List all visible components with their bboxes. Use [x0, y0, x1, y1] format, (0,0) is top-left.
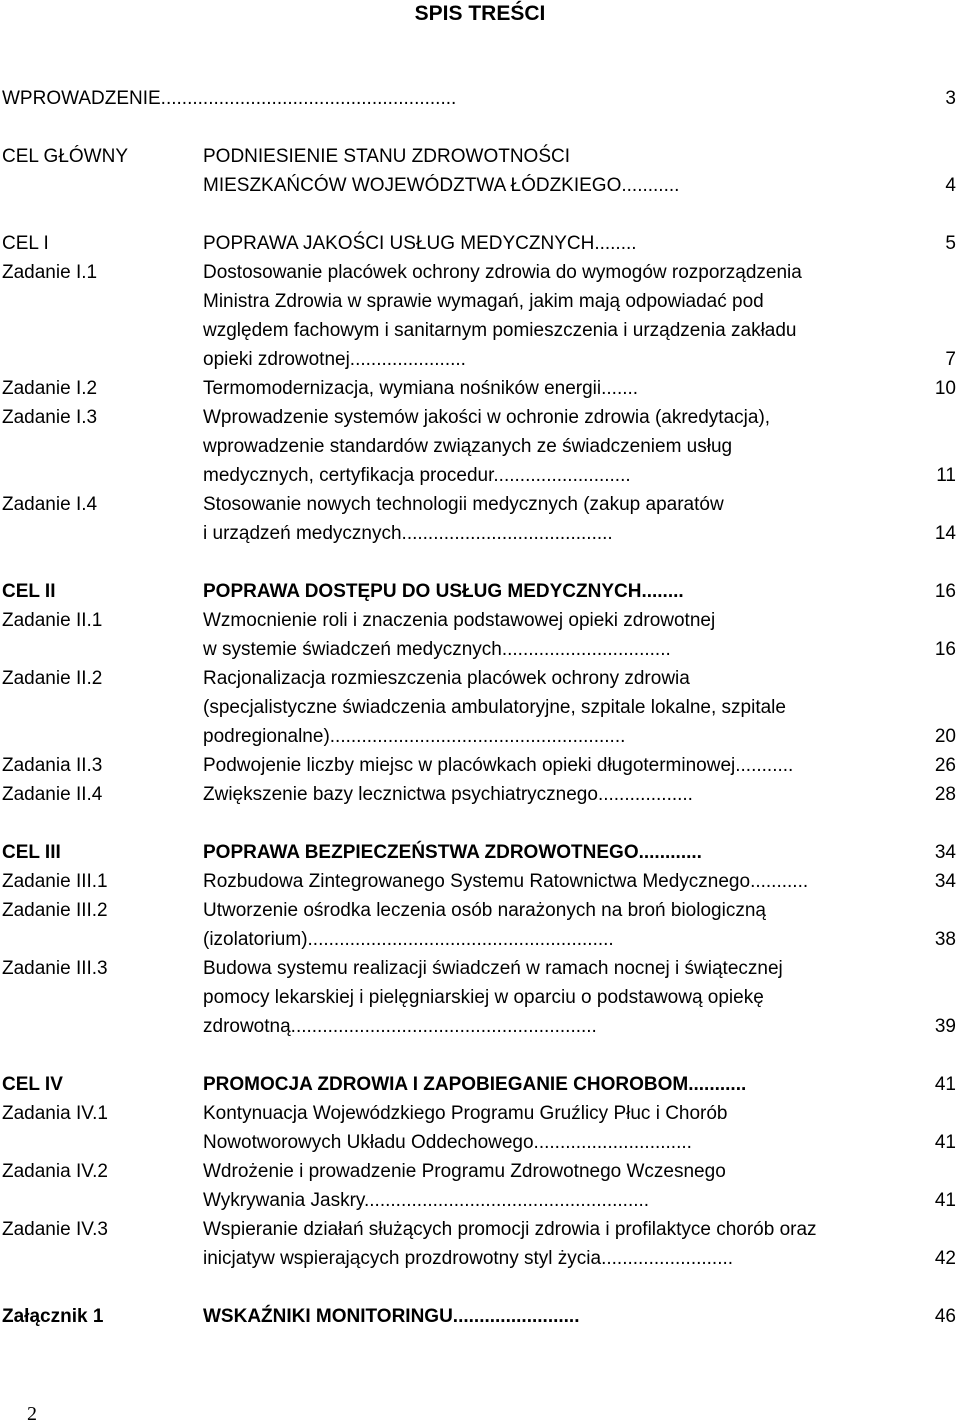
toc-entry-label: Zadanie III.3 — [2, 958, 108, 979]
toc-entry-title-line: Wdrożenie i prowadzenie Programu Zdrowotnego Wczesnego — [203, 1161, 726, 1182]
toc-entry-label: Zadanie IV.3 — [2, 1219, 108, 1240]
toc-entry — [0, 577, 960, 606]
toc-entry-title — [203, 490, 903, 548]
toc-entry-title — [203, 577, 903, 606]
toc-entry — [0, 751, 960, 780]
toc-entry-title-line: zdrowotną.......................................................... — [203, 1016, 597, 1037]
toc-entry-page: 28 — [934, 784, 956, 805]
toc-entry-title-line: pomocy lekarskiej i pielęgniarskiej w oparciu o podstawową opiekę — [203, 987, 764, 1008]
toc-entry-page: 5 — [945, 233, 956, 254]
toc-entry-title-line: Stosowanie nowych technologii medycznych (zakup aparatów — [203, 494, 724, 515]
toc-entry-page: 7 — [945, 349, 956, 370]
toc-entry-title-line: Podwojenie liczby miejsc w placówkach opieki długoterminowej........... — [203, 755, 794, 776]
toc-entry-title — [203, 1099, 903, 1157]
toc-entry-title — [203, 954, 903, 1041]
toc-entry-page: 14 — [934, 523, 956, 544]
toc-entry-title-line: w systemie świadczeń medycznych................................ — [203, 639, 671, 660]
toc-entry-title-line: PROMOCJA ZDROWIA I ZAPOBIEGANIE CHOROBOM........... — [203, 1074, 747, 1095]
toc-entry-title-line: Utworzenie ośrodka leczenia osób narażonych na broń biologiczną — [203, 900, 766, 921]
toc-entry-page: 41 — [934, 1190, 956, 1211]
toc-entry-title-line: PODNIESIENIE STANU ZDROWOTNOŚCI — [203, 146, 571, 167]
toc-entry-page: 38 — [934, 929, 956, 950]
toc-entry — [0, 1302, 960, 1331]
toc-entry-title-line: POPRAWA JAKOŚCI USŁUG MEDYCZNYCH........ — [203, 233, 637, 254]
toc-entry-label: Zadanie III.2 — [2, 900, 108, 921]
toc-entry-title — [203, 867, 903, 896]
toc-entry-title-line: (izolatorium).......................................................... — [203, 929, 614, 950]
toc-entry-title-line: Zwiększenie bazy lecznictwa psychiatrycznego.................. — [203, 784, 693, 805]
toc-entry-page: 20 — [934, 726, 956, 747]
toc-entry-page: 26 — [934, 755, 956, 776]
toc-entry-title — [203, 751, 903, 780]
toc-entry-label: Zadanie I.4 — [2, 494, 98, 515]
toc-entry-page: 41 — [934, 1132, 956, 1153]
page-title: SPIS TREŚCI — [414, 2, 546, 25]
toc-entry-page: 34 — [934, 871, 956, 892]
page-number: 2 — [27, 1403, 37, 1425]
toc-entry-title-line: względem fachowym i sanitarnym pomieszczenia i urządzenia zakładu — [203, 320, 797, 341]
toc-entry-title-line: (specjalistyczne świadczenia ambulatoryjne, szpitale lokalne, szpitale — [203, 697, 786, 718]
toc-entry — [0, 896, 960, 954]
toc-entry-title — [203, 606, 903, 664]
toc-entry-title-line: medycznych, certyfikacja procedur.......................... — [203, 465, 631, 486]
toc-entry-title-line: i urządzeń medycznych........................................ — [203, 523, 613, 544]
toc-entry-title-line: Dostosowanie placówek ochrony zdrowia do wymogów rozporządzenia — [203, 262, 802, 283]
toc-entry-title-line: Kontynuacja Wojewódzkiego Programu Gruźlicy Płuc i Chorób — [203, 1103, 728, 1124]
toc-entry-label: Zadanie III.1 — [2, 871, 108, 892]
toc-entry-page: 16 — [934, 581, 956, 602]
toc-entry-label: Zadanie I.2 — [2, 378, 98, 399]
toc-entry-title — [203, 1215, 903, 1273]
toc-entry-label: Zadanie II.4 — [2, 784, 103, 805]
toc-entry — [0, 84, 960, 113]
toc-entry-label: Zadanie I.1 — [2, 262, 98, 283]
toc-entry-page: 41 — [934, 1074, 956, 1095]
toc-entry-label: CEL GŁÓWNY — [2, 146, 128, 167]
toc-entry — [0, 142, 960, 200]
toc-entry-page: 10 — [934, 378, 956, 399]
toc-entry-title — [203, 896, 903, 954]
toc-entry — [0, 229, 960, 258]
toc-entry-title-line: WSKAŹNIKI MONITORINGU........................ — [203, 1306, 580, 1327]
toc-entry — [0, 838, 960, 867]
toc-entry-title — [203, 838, 903, 867]
toc-entry-title — [203, 664, 903, 751]
toc-entry-page: 34 — [934, 842, 956, 863]
toc-entry-title-line: podregionalne)........................................................ — [203, 726, 626, 747]
toc-entry-page: 42 — [934, 1248, 956, 1269]
toc-entry-title-line: Rozbudowa Zintegrowanego Systemu Ratownictwa Medycznego........... — [203, 871, 809, 892]
toc-entry — [0, 867, 960, 896]
toc-entry-label: Zadanie II.2 — [2, 668, 103, 689]
toc-entry-page: 11 — [936, 465, 956, 486]
toc-entry-title-line: inicjatyw wspierających prozdrowotny styl życia......................... — [203, 1248, 734, 1269]
toc-entry — [0, 403, 960, 490]
toc-entry-title-line: Ministra Zdrowia w sprawie wymagań, jakim mają odpowiadać pod — [203, 291, 764, 312]
toc-entry-page: 46 — [934, 1306, 956, 1327]
toc-entry-title-line: Wprowadzenie systemów jakości w ochronie zdrowia (akredytacja), — [203, 407, 771, 428]
toc-entry-title — [203, 142, 903, 200]
toc-entry-page: 3 — [945, 88, 956, 109]
toc-entry-title — [203, 403, 903, 490]
toc-entry — [0, 1070, 960, 1099]
toc-entry-title-line: Termomodernizacja, wymiana nośników energii....... — [203, 378, 639, 399]
toc-entry-title-line: Budowa systemu realizacji świadczeń w ramach nocnej i świątecznej — [203, 958, 783, 979]
toc-entry-label: CEL II — [2, 581, 56, 602]
toc-entry-label: Załącznik 1 — [2, 1306, 104, 1327]
toc-entry-label: CEL III — [2, 842, 61, 863]
toc-entry — [0, 606, 960, 664]
toc-entry-title — [203, 780, 903, 809]
toc-entry-label: CEL I — [2, 233, 49, 254]
toc-entry — [0, 1099, 960, 1157]
toc-entry-page: 4 — [945, 175, 956, 196]
toc-entry-title-line: Wspieranie działań służących promocji zdrowia i profilaktyce chorób oraz — [203, 1219, 817, 1240]
toc-entry-title — [203, 1302, 903, 1331]
toc-entry-title — [203, 258, 903, 374]
toc-entry-label: Zadania II.3 — [2, 755, 103, 776]
toc-entry-title — [203, 374, 903, 403]
toc-entry-title-line: MIESZKAŃCÓW WOJEWÓDZTWA ŁÓDZKIEGO........... — [203, 175, 680, 196]
toc-entry-title-line: Wzmocnienie roli i znaczenia podstawowej opieki zdrowotnej — [203, 610, 716, 631]
toc-entry-title-line: wprowadzenie standardów związanych ze świadczeniem usług — [203, 436, 733, 457]
toc-entry-page: 16 — [934, 639, 956, 660]
toc-entry — [0, 258, 960, 374]
toc-entry-title-line: POPRAWA DOSTĘPU DO USŁUG MEDYCZNYCH........ — [203, 581, 684, 602]
toc-entry — [0, 664, 960, 751]
toc-entry-page: 39 — [934, 1016, 956, 1037]
toc-entry — [0, 954, 960, 1041]
toc-entry-label: Zadanie II.1 — [2, 610, 103, 631]
toc-entry-title-line: opieki zdrowotnej...................... — [203, 349, 466, 370]
toc-entry-label: Zadania IV.2 — [2, 1161, 108, 1182]
toc-entry-title — [203, 229, 903, 258]
toc-entry-title-line: POPRAWA BEZPIECZEŃSTWA ZDROWOTNEGO............ — [203, 842, 702, 863]
toc-entry-label: WPROWADZENIE........................................................ — [2, 88, 457, 109]
toc-entry-title — [203, 1157, 903, 1215]
toc-entry-label: Zadanie I.3 — [2, 407, 98, 428]
toc-entry-title-line: Racjonalizacja rozmieszczenia placówek ochrony zdrowia — [203, 668, 690, 689]
toc-entry-label: Zadania IV.1 — [2, 1103, 108, 1124]
toc-entry — [0, 1215, 960, 1273]
toc-entry — [0, 780, 960, 809]
toc-entry-title — [203, 1070, 903, 1099]
toc-entry-title-line: Wykrywania Jaskry...................................................... — [203, 1190, 650, 1211]
toc-entry — [0, 1157, 960, 1215]
toc-entry — [0, 490, 960, 548]
toc-entry — [0, 374, 960, 403]
toc-entry-label: CEL IV — [2, 1074, 63, 1095]
toc-entry-title-line: Nowotworowych Układu Oddechowego.............................. — [203, 1132, 692, 1153]
